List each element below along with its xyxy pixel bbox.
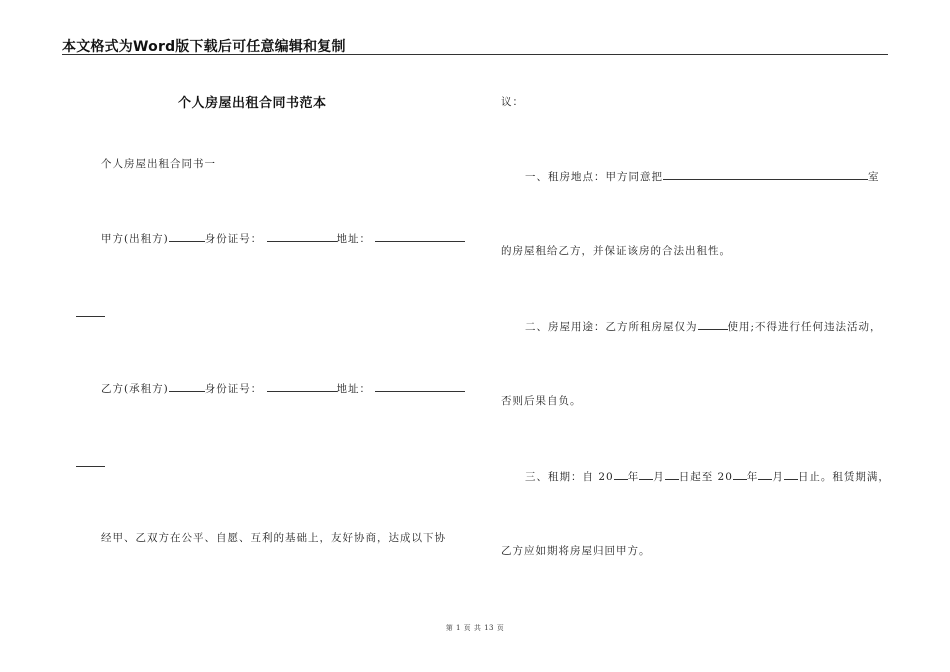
clause-2-end: 使用;不得进行任何违法活动， [727,321,882,333]
party-a-addr-blank [375,230,465,242]
document-title: 个人房屋出租合同书范本 [178,96,327,111]
party-b-addr-blank [375,380,465,392]
party-b-label: 乙方(承租方) [101,383,169,395]
page-header: 本文格式为Word版下载后可任意编辑和复制 [62,39,346,55]
end-year-blank [733,468,747,480]
clause-1-location-blank [663,168,868,180]
end-month-blank [758,468,772,480]
start-month-blank [639,468,653,480]
clause-3-part-2: 年 [627,471,640,483]
party-a-name-blank [169,230,205,242]
page-footer: 第 1 页 共 13 页 [445,624,505,632]
clause-1-line-1 [525,168,880,184]
party-a-addr-blank-cont [76,305,105,320]
party-a-addr-blank-2 [76,305,105,317]
intro-continuation: 议： [501,96,524,108]
party-a-label: 甲方(出租方) [101,233,169,245]
party-b-addr-blank-cont [76,455,105,470]
party-b-id-label: 身份证号： [204,383,263,395]
clause-3-part-3: 月 [653,471,665,483]
start-day-blank [665,468,679,480]
clause-1-line-2: 的房屋租给乙方，并保证该房的合法出租性。 [501,245,731,257]
clause-3-part-6: 月 [772,471,784,483]
clause-1-text: 一、租房地点：甲方同意把 [525,171,663,183]
party-b-addr-label: 地址： [336,383,372,395]
party-a-addr-label: 地址： [336,233,372,245]
party-b-id-blank [267,380,337,392]
clause-3-part-1: 三、租期：自 20 [525,471,614,483]
party-a-id-blank [267,230,337,242]
clause-3-line-2: 乙方应如期将房屋归回甲方。 [501,545,651,557]
clause-3-line-1 [525,468,890,484]
clause-2-line-1 [525,318,882,334]
clause-2-usage-blank [698,318,728,330]
contract-subtitle: 个人房屋出租合同书一 [101,158,216,170]
header-rule [62,54,888,55]
clause-2-text: 二、房屋用途：乙方所租房屋仅为 [525,321,698,333]
party-b-addr-blank-2 [76,455,105,467]
intro-paragraph: 经甲、乙双方在公平、自愿、互利的基础上，友好协商，达成以下协 [101,532,446,544]
party-a-line [101,230,465,246]
clause-1-end: 室 [868,171,880,183]
clause-3-part-5: 年 [746,471,759,483]
clause-3-part-7: 日止。租赁期满， [797,471,890,483]
clause-2-line-2: 否则后果自负。 [501,395,582,407]
start-year-blank [614,468,628,480]
party-b-name-blank [169,380,205,392]
party-a-id-label: 身份证号： [204,233,263,245]
party-b-line [101,380,465,396]
end-day-blank [784,468,798,480]
clause-3-part-4: 日起至 20 [678,471,733,483]
